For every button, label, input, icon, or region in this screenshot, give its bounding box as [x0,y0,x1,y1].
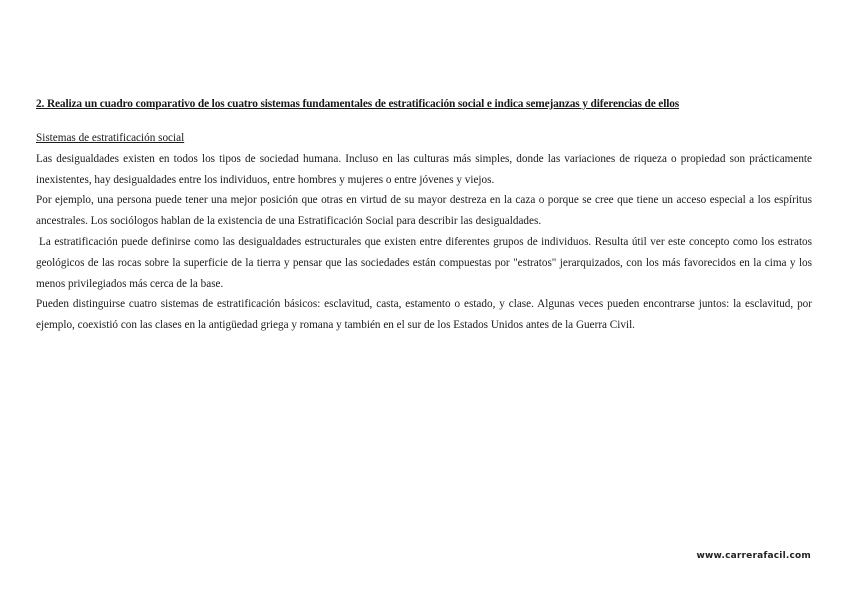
paragraph-4: Pueden distinguirse cuatro sistemas de estratificación básicos: esclavitud, casta, estamento o estado, y clase. Algunas veces pueden encontrarse juntos: la esclavitud, por ejemplo, coexistió con las clases en la antigüedad griega y romana y también en el sur de los Estados Unidos antes de la Guerra Civil. [36,298,812,332]
question-heading: 2. Realiza un cuadro comparativo de los cuatro sistemas fundamentales de estratificación social e indica semejanzas y diferencias de ellos [36,98,680,110]
paragraph-1: Las desigualdades existen en todos los tipos de sociedad humana. Incluso en las culturas más simples, donde las variaciones de riqueza o propiedad son prácticamente inexistentes, hay desigualdades entre los individuos, entre hombres y mujeres o entre jóvenes y viejos. [36,152,812,186]
paragraph-2: Por ejemplo, una persona puede tener una mejor posición que otras en virtud de su mayor destreza en la caza o porque se cree que tiene un acceso especial a los espíritus ancestrales. Los sociólogos hablan de la existencia de una Estratificación Social para describir las desigualdades. [36,194,812,228]
paragraph-3: La estratificación puede definirse como las desigualdades estructurales que existen entre diferentes grupos de individuos. Resulta útil ver este concepto como los estratos geológicos de las rocas sobre la superficie de la tierra y pensar que las sociedades están compuestas por "estratos" jerarquizados, con los más favorecidos en la cima y los menos privilegiados más cerca de la base. [36,235,812,290]
section-title: Sistemas de estratificación social [36,132,185,144]
answer-body [36,128,812,336]
footer-website: www.carrerafacil.com [696,551,811,561]
